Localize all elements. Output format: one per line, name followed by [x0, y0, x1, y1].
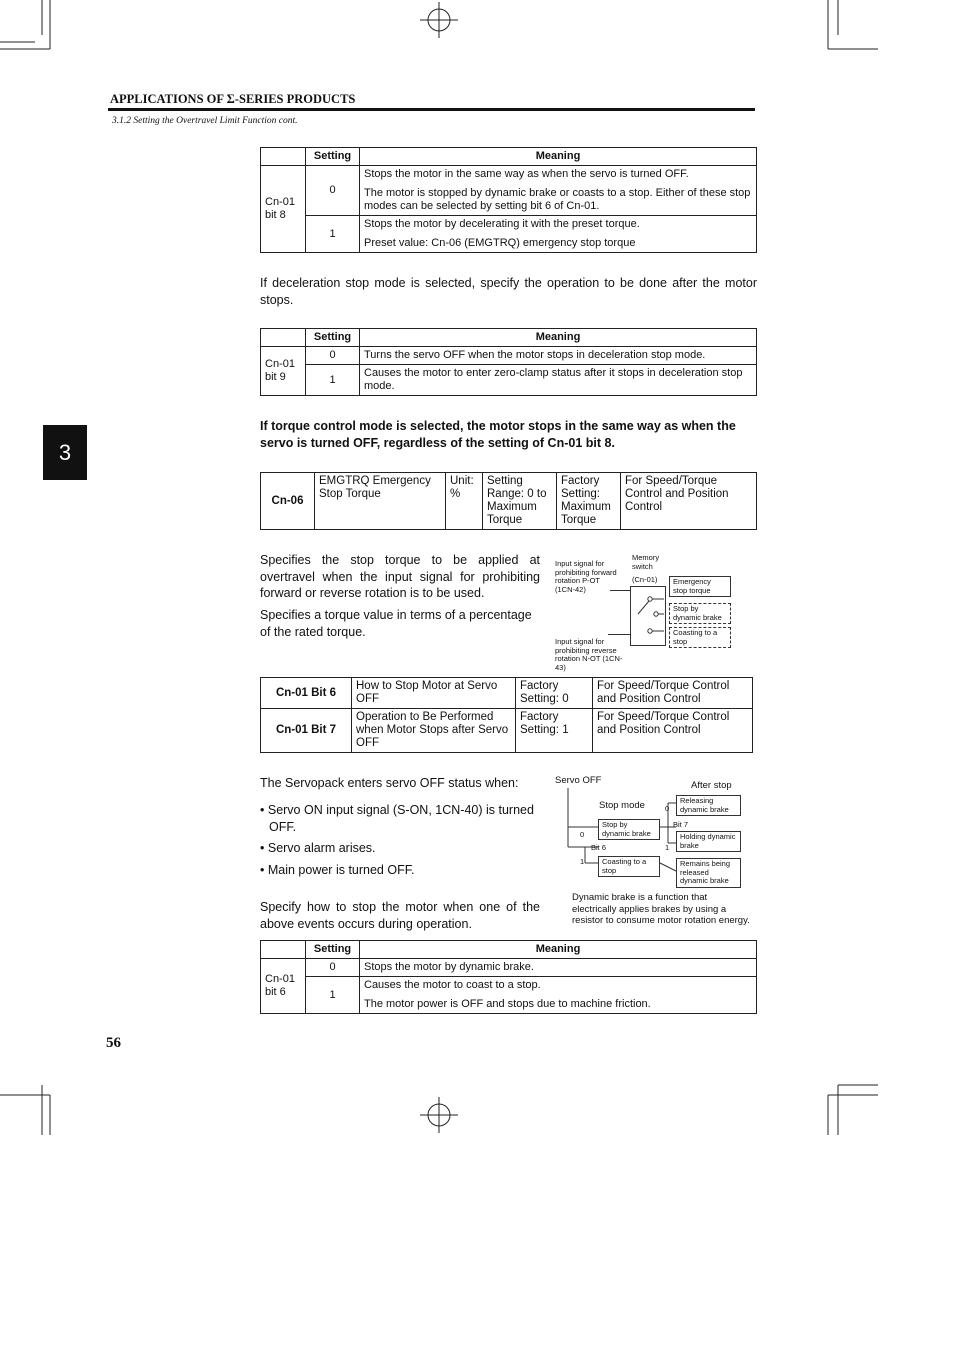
switch-symbol	[630, 586, 670, 646]
table-cn01-bit6-7	[260, 677, 753, 753]
memory-switch-label: Memory switch	[632, 553, 660, 571]
for-cell: For Speed/Torque Control and Position Control	[593, 709, 753, 753]
bullet-text: Servo ON input signal (S-ON, 1CN-40) is turned OFF.	[267, 803, 534, 834]
holding-box: Holding dynamic brake	[676, 831, 741, 852]
meaning-cell	[360, 216, 757, 253]
after-stop-label: After stop	[691, 780, 732, 791]
meaning-cell: Stops the motor by dynamic brake.	[360, 959, 757, 977]
page-number: 56	[106, 1035, 121, 1051]
dynamic-brake-box: Stop by dynamic brake	[669, 603, 731, 624]
meaning-text: Stops the motor in the same way as when the servo is turned OFF.	[364, 168, 689, 180]
table-header: Meaning	[360, 941, 757, 959]
for-cell: For Speed/Torque Control and Position Control	[593, 678, 753, 709]
bullet-text: Main power is turned OFF.	[267, 862, 415, 877]
table-header	[261, 329, 306, 347]
table-header: Setting	[306, 329, 360, 347]
factory-cell: Factory Setting: 0	[516, 678, 593, 709]
table-header	[261, 148, 306, 166]
table-cn01-bit9	[260, 328, 757, 396]
param-cell: Cn-01 bit 8	[261, 166, 306, 253]
bold-note: If torque control mode is selected, the motor stops in the same way as when the servo is turned OFF, regardless of the setting of Cn-01 bit 8.	[260, 419, 736, 450]
paragraph: Specifies a torque value in terms of a percentage of the rated torque.	[260, 608, 532, 639]
section-title: APPLICATIONS OF Σ-SERIES PRODUCTS	[110, 92, 356, 106]
meaning-text: The motor power is OFF and stops due to machine friction.	[364, 998, 651, 1010]
servo-off-diagram	[550, 773, 755, 938]
paragraph: Specifies the stop torque to be applied at overtravel when the input signal for prohibiting forward or reverse rotation is to be used.	[260, 553, 540, 600]
stop-dynamic-box: Stop by dynamic brake	[598, 819, 660, 840]
setting-cell: 0	[306, 166, 360, 216]
param-cell: Cn-01 Bit 6	[261, 678, 352, 709]
header-rule	[108, 108, 755, 111]
bit6-label: Bit 6	[591, 843, 607, 852]
factory-cell: Factory Setting: Maximum Torque	[557, 473, 621, 530]
table-header: Meaning	[360, 148, 757, 166]
wire	[608, 634, 630, 635]
param-cell: Cn-06	[261, 473, 315, 530]
desc-cell: Operation to Be Performed when Motor Stops after Servo OFF	[352, 709, 516, 753]
meaning-cell: Turns the servo OFF when the motor stops in deceleration stop mode.	[360, 347, 757, 365]
list-item: • Servo ON input signal (S-ON, 1CN-40) is turned OFF.	[260, 803, 534, 834]
meaning-text: The motor is stopped by dynamic brake or coasts to a stop. Either of these stop modes can be selected by setting bit 6 of Cn-01.	[364, 187, 751, 212]
paragraph: If deceleration stop mode is selected, specify the operation to be done after the motor stops.	[260, 276, 757, 307]
releasing-box: Releasing dynamic brake	[676, 795, 741, 816]
paragraph: The Servopack enters servo OFF status when:	[260, 776, 519, 790]
setting-cell: 1	[306, 216, 360, 253]
param-cell: Cn-01 bit 9	[261, 347, 306, 396]
param-cell: Cn-01 bit 6	[261, 959, 306, 1014]
meaning-text: Stops the motor by decelerating it with the preset torque.	[364, 218, 640, 230]
meaning-text: Preset value: Cn-06 (EMGTRQ) emergency stop torque	[364, 237, 636, 249]
bit-value-label: 1	[580, 857, 585, 866]
chapter-tab	[43, 425, 87, 480]
setting-cell: 1	[306, 977, 360, 1014]
list-item: • Main power is turned OFF.	[260, 862, 415, 877]
paragraph: Specify how to stop the motor when one of the above events occurs during operation.	[260, 900, 540, 931]
desc-cell: How to Stop Motor at Servo OFF	[352, 678, 516, 709]
bit-value-label: 1	[665, 843, 670, 852]
table-header	[261, 941, 306, 959]
coasting-box: Coasting to a stop	[669, 627, 731, 648]
for-cell: For Speed/Torque Control and Position Control	[621, 473, 757, 530]
input-forward-label: Input signal for prohibiting forward rotation P-OT (1CN-42)	[555, 559, 617, 594]
overtravel-diagram	[550, 552, 760, 677]
wire	[610, 590, 630, 591]
meaning-text: Causes the motor to coast to a stop.	[364, 979, 541, 991]
bullet-list	[260, 802, 542, 878]
bit-value-label: 0	[580, 830, 585, 839]
remains-box: Remains being released dynamic brake	[676, 858, 741, 888]
unit-cell: Unit: %	[446, 473, 483, 530]
bit-value-label: 0	[665, 804, 670, 813]
list-item: • Servo alarm arises.	[260, 841, 376, 855]
bullet-text: Servo alarm arises.	[267, 841, 376, 855]
meaning-cell	[360, 977, 757, 1014]
table-header: Setting	[306, 148, 360, 166]
setting-cell: 1	[306, 365, 360, 396]
bit7-label: Bit 7	[673, 820, 689, 829]
range-cell: Setting Range: 0 to Maximum Torque	[483, 473, 557, 530]
meaning-cell	[360, 166, 757, 216]
factory-cell: Factory Setting: 1	[516, 709, 593, 753]
name-cell: EMGTRQ Emergency Stop Torque	[315, 473, 446, 530]
param-cell: Cn-01 Bit 7	[261, 709, 352, 753]
input-reverse-label: Input signal for prohibiting reverse rotation N-OT (1CN-43)	[555, 637, 623, 672]
meaning-cell: Causes the motor to enter zero-clamp status after it stops in deceleration stop mode.	[360, 365, 757, 396]
table-header: Meaning	[360, 329, 757, 347]
cn01-label: (Cn-01)	[632, 575, 658, 584]
setting-cell: 0	[306, 347, 360, 365]
servo-off-label: Servo OFF	[555, 775, 602, 786]
table-cn01-bit6	[260, 940, 757, 1014]
chapter-number: 3	[58, 439, 72, 465]
diagram-caption: Dynamic brake is a function that electrically applies brakes by using a resistor to consume motor rotation energy.	[572, 892, 750, 926]
setting-cell: 0	[306, 959, 360, 977]
subsection-title: 3.1.2 Setting the Overtravel Limit Function cont.	[112, 116, 298, 126]
emergency-stop-box: Emergency stop torque	[669, 576, 731, 597]
stop-mode-label: Stop mode	[599, 800, 645, 811]
table-header: Setting	[306, 941, 360, 959]
table-cn06	[260, 472, 757, 530]
table-cn01-bit8	[260, 147, 757, 253]
coasting-box: Coasting to a stop	[598, 856, 660, 877]
